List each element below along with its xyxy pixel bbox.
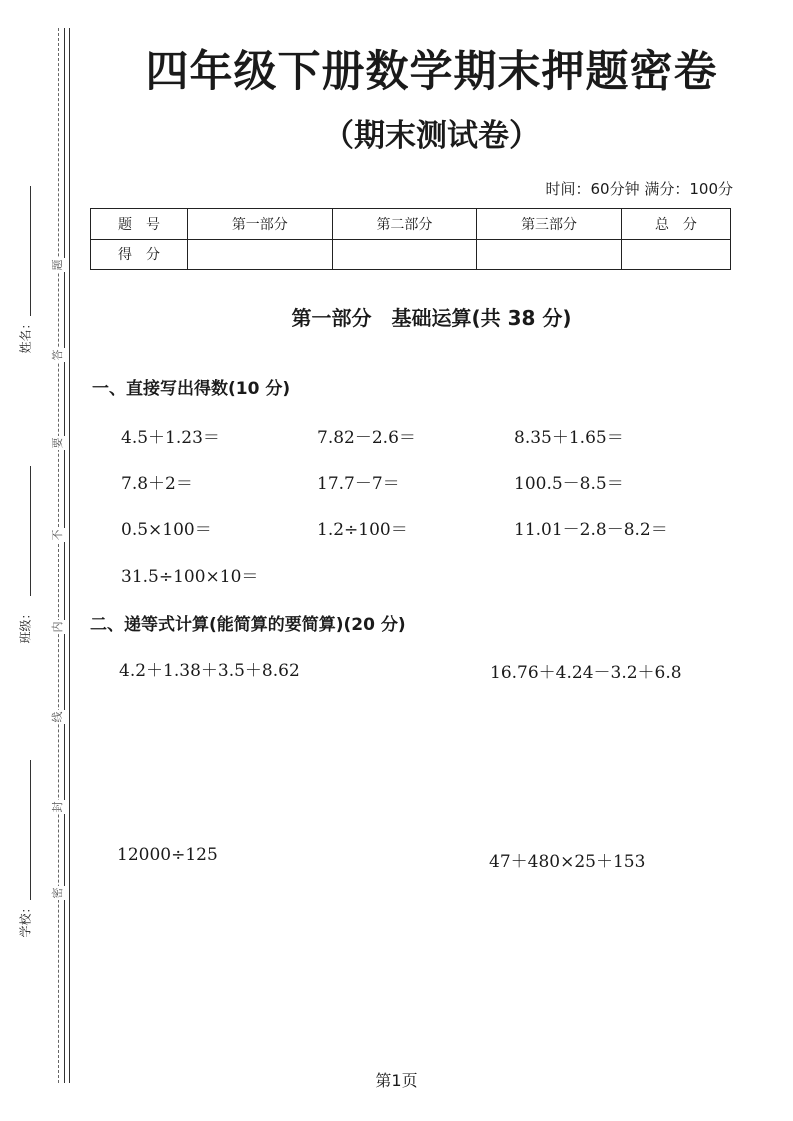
score-cell-part3[interactable] (477, 239, 622, 270)
score-header-label: 题 号 (91, 209, 188, 240)
school-field-label: 学校： (18, 901, 33, 938)
margin-border-line (64, 28, 65, 1083)
page-number: 第1页 (375, 1071, 418, 1090)
margin-border-line (69, 28, 70, 1083)
seal-char: 线 (51, 711, 64, 723)
problem: 17.7－7＝ (317, 474, 400, 494)
section-title: 一、直接写出得数(10 分) (92, 379, 291, 399)
class-field-line[interactable] (30, 466, 31, 596)
exam-subtitle: （期末测试卷） (323, 118, 540, 154)
score-cell-total[interactable] (621, 239, 730, 270)
problem: 7.82－2.6＝ (317, 428, 416, 448)
score-header-part1: 第一部分 (188, 209, 333, 240)
name-field-line[interactable] (30, 186, 31, 316)
score-header-part2: 第二部分 (332, 209, 477, 240)
score-table (90, 208, 731, 270)
problem: 31.5÷100×10＝ (121, 567, 259, 587)
seal-char: 内 (51, 621, 64, 633)
problem: 47＋480×25＋153 (489, 852, 646, 872)
problem: 4.2＋1.38＋3.5＋8.62 (119, 661, 300, 681)
seal-char: 封 (51, 801, 64, 813)
seal-char: 不 (51, 529, 64, 541)
exam-title: 四年级下册数学期末押题密卷 (145, 47, 718, 97)
problem: 12000÷125 (117, 845, 218, 865)
problem: 4.5＋1.23＝ (121, 428, 220, 448)
seal-char: 密 (51, 887, 64, 899)
seal-char: 答 (51, 349, 64, 361)
exam-time-score: 时间：60分钟 满分：100分 (545, 180, 733, 198)
problem: 1.2÷100＝ (317, 520, 408, 540)
score-cell-part2[interactable] (332, 239, 477, 270)
school-field-line[interactable] (30, 760, 31, 900)
problem: 7.8＋2＝ (121, 474, 193, 494)
score-row-label: 得 分 (91, 239, 188, 270)
part-title: 第一部分 基础运算(共 38 分) (291, 306, 572, 330)
problem: 11.01－2.8－8.2＝ (514, 520, 668, 540)
section-title: 二、递等式计算(能简算的要简算)(20 分) (90, 615, 406, 635)
problem: 0.5×100＝ (121, 520, 212, 540)
problem: 100.5－8.5＝ (514, 474, 624, 494)
seal-char: 要 (51, 437, 64, 449)
problem: 16.76＋4.24－3.2＋6.8 (490, 663, 682, 683)
score-header-part3: 第三部分 (477, 209, 622, 240)
class-field-label: 班级： (18, 607, 33, 644)
score-header-total: 总 分 (621, 209, 730, 240)
score-cell-part1[interactable] (188, 239, 333, 270)
seal-dotted-line (58, 28, 59, 1083)
name-field-label: 姓名： (18, 317, 33, 354)
problem: 8.35＋1.65＝ (514, 428, 624, 448)
seal-char: 题 (51, 259, 64, 271)
